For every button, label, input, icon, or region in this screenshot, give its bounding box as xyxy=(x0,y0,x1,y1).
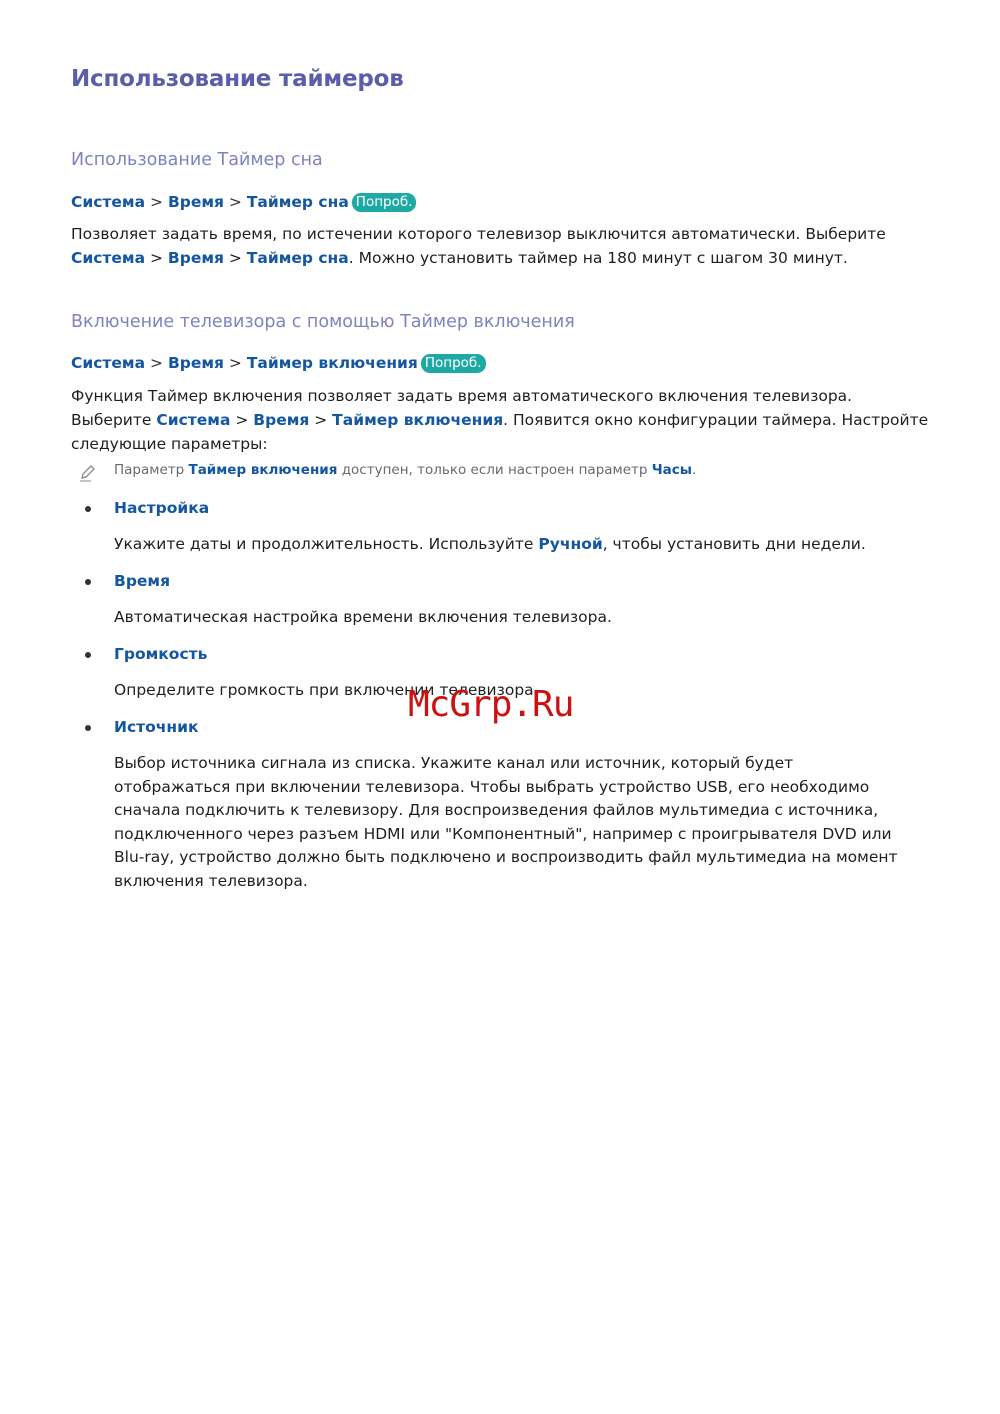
inline-link-time[interactable]: Время xyxy=(253,411,310,429)
bullet-icon xyxy=(85,506,91,512)
list-item-label[interactable]: Настройка xyxy=(114,499,210,517)
inline-link-system[interactable]: Система xyxy=(156,411,231,429)
path-separator: > xyxy=(150,354,163,372)
list-item-description: Укажите даты и продолжительность. Используйте Ручной, чтобы установить дни недели. xyxy=(114,535,866,553)
pencil-note-icon xyxy=(79,464,97,482)
menu-path-item-time[interactable]: Время xyxy=(167,193,224,211)
list-item-description: Автоматическая настройка времени включения телевизора. xyxy=(114,608,612,626)
try-now-button[interactable]: Попроб. xyxy=(421,354,486,373)
menu-path-item-on-timer[interactable]: Таймер включения xyxy=(246,354,418,372)
page-title: Использование таймеров xyxy=(71,66,404,92)
section-heading-sleep-timer: Использование Таймер сна xyxy=(71,150,323,170)
list-item-description: Определите громкость при включении телевизора. xyxy=(114,681,539,699)
list-item-label[interactable]: Громкость xyxy=(114,645,208,663)
path-separator: > xyxy=(150,193,163,211)
inline-link-time[interactable]: Время xyxy=(167,249,224,267)
path-separator: > xyxy=(228,193,242,211)
bullet-icon xyxy=(85,725,91,731)
menu-path-item-sleep-timer[interactable]: Таймер сна xyxy=(246,193,349,211)
section-heading-on-timer: Включение телевизора с помощью Таймер включения xyxy=(71,312,575,332)
menu-path-on-timer xyxy=(71,354,486,373)
inline-link-on-timer[interactable]: Таймер включения xyxy=(332,411,504,429)
bullet-icon xyxy=(85,652,91,658)
watermark: McGrp.Ru xyxy=(408,684,574,725)
menu-path-item-system[interactable]: Система xyxy=(71,354,146,372)
bullet-icon xyxy=(85,579,91,585)
list-item-description: Выбор источника сигнала из списка. Укажите канал или источник, который будет отображаться при включении телевизора. Чтобы выбрать устройство USB, его необходимо сначала подключить к телевизору. Для воспроизведения файлов мультимедиа с источника, подключенного через разъем HDMI или "Компонентный", например с проигрывателя DVD или Blu-ray, устройство должно быть подключено и воспроизводить файл мультимедиа на момент включения телевизора. xyxy=(114,754,898,890)
inline-link-manual[interactable]: Ручной xyxy=(538,535,603,553)
menu-path-item-time[interactable]: Время xyxy=(167,354,224,372)
note-text: Параметр Таймер включения доступен, только если настроен параметр Часы. xyxy=(114,462,697,478)
inline-link-system[interactable]: Система xyxy=(71,249,146,267)
on-timer-description: Функция Таймер включения позволяет задать время автоматического включения телевизора. Выберите Система > Время > Таймер включения. Появится окно конфигурации таймера. Настройте следующие параметры: xyxy=(71,387,929,453)
sleep-timer-description: Позволяет задать время, по истечении которого телевизор выключится автоматически. Выберите Система > Время > Таймер сна. Можно установить таймер на 180 минут с шагом 30 минут. xyxy=(71,225,886,267)
menu-path-sleep-timer xyxy=(71,193,416,212)
list-item-label[interactable]: Источник xyxy=(114,718,199,736)
path-separator: > xyxy=(228,354,242,372)
inline-link-clock[interactable]: Часы xyxy=(651,462,692,478)
menu-path-item-system[interactable]: Система xyxy=(71,193,146,211)
try-now-button[interactable]: Попроб. xyxy=(352,193,417,212)
inline-link-on-timer[interactable]: Таймер включения xyxy=(188,462,338,478)
inline-link-sleep-timer[interactable]: Таймер сна xyxy=(246,249,349,267)
list-item-label[interactable]: Время xyxy=(114,572,171,590)
